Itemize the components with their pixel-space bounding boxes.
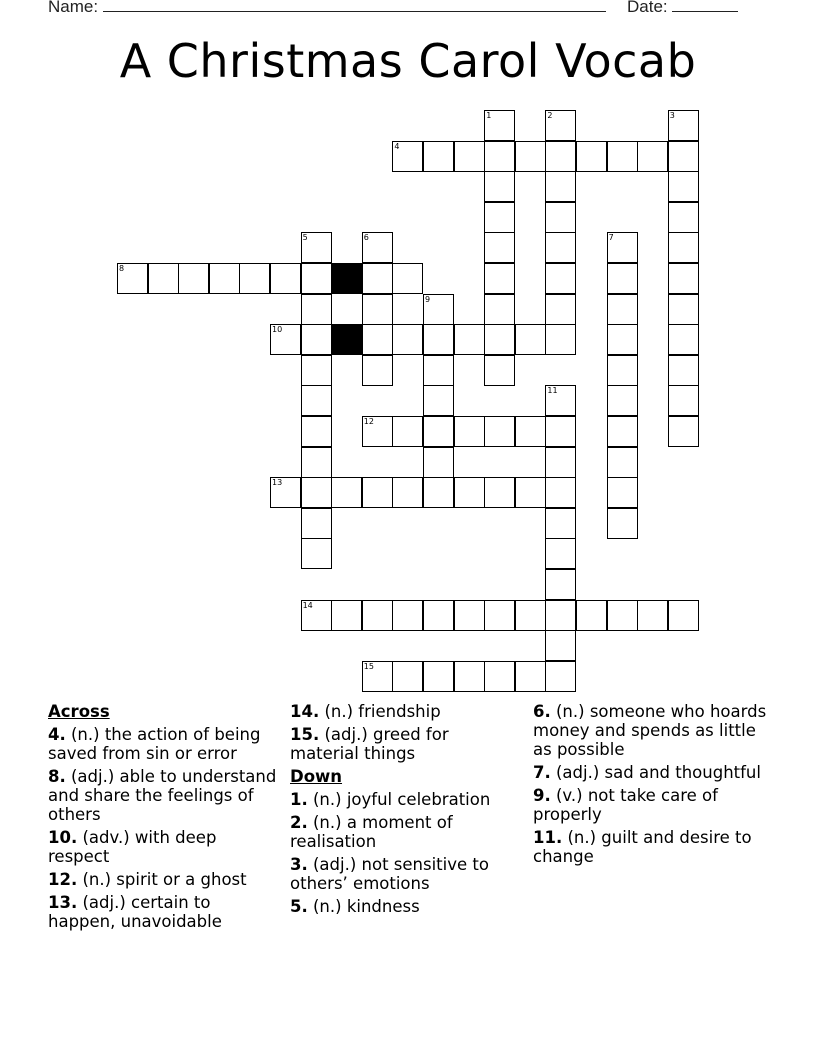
crossword-cell[interactable] xyxy=(484,171,515,202)
clue-across-10 xyxy=(48,828,280,866)
clue-number: 11. xyxy=(533,828,563,847)
crossword-cell[interactable] xyxy=(423,416,454,447)
crossword-cell[interactable] xyxy=(484,202,515,233)
crossword-cell[interactable] xyxy=(607,416,638,447)
clue-number-label: 11 xyxy=(547,386,558,396)
clues-column-2 xyxy=(290,702,520,920)
crossword-cell[interactable] xyxy=(607,447,638,478)
crossword-cell[interactable] xyxy=(668,294,699,325)
crossword-cell[interactable] xyxy=(545,416,576,447)
clue-text: (n.) a moment of realisation xyxy=(290,813,453,851)
clue-text: (adj.) sad and thoughtful xyxy=(556,763,761,782)
crossword-cell[interactable] xyxy=(301,263,332,294)
clue-across-8 xyxy=(48,767,280,824)
crossword-cell[interactable] xyxy=(545,171,576,202)
crossword-cell[interactable] xyxy=(484,263,515,294)
crossword-cell[interactable] xyxy=(362,263,393,294)
crossword-cell[interactable] xyxy=(301,232,332,263)
crossword-cell[interactable] xyxy=(423,355,454,386)
crossword-cell[interactable] xyxy=(607,141,638,172)
clue-number-label: 4 xyxy=(394,141,400,151)
clue-number-label: 8 xyxy=(119,264,125,273)
crossword-cell[interactable] xyxy=(392,661,423,692)
crossword-cell[interactable] xyxy=(454,324,485,355)
clue-text: (n.) guilt and desire to change xyxy=(533,828,752,866)
crossword-cell[interactable] xyxy=(668,232,699,263)
clue-number-label: 15 xyxy=(363,661,374,671)
crossword-cell[interactable] xyxy=(239,263,270,294)
clue-text: (n.) spirit or a ghost xyxy=(82,870,247,889)
crossword-cell[interactable] xyxy=(484,294,515,325)
crossword-cell[interactable] xyxy=(484,477,515,508)
crossword-cell[interactable] xyxy=(607,232,638,263)
crossword-cell[interactable] xyxy=(362,477,393,508)
clue-number: 5. xyxy=(290,897,308,916)
crossword-cell[interactable] xyxy=(301,477,332,508)
crossword-cell[interactable] xyxy=(178,263,209,294)
clue-number: 8. xyxy=(48,767,66,786)
crossword-cell[interactable] xyxy=(301,416,332,447)
crossword-cell[interactable] xyxy=(668,385,699,416)
crossword-cell[interactable] xyxy=(301,294,332,325)
clue-number: 9. xyxy=(533,786,551,805)
crossword-cell[interactable] xyxy=(484,324,515,355)
clues-column-3 xyxy=(533,702,773,870)
crossword-cell[interactable] xyxy=(423,477,454,508)
crossword-cell[interactable] xyxy=(545,477,576,508)
crossword-cell[interactable] xyxy=(392,477,423,508)
clue-text: (n.) joyful celebration xyxy=(313,790,491,809)
crossword-cell[interactable] xyxy=(423,447,454,478)
crossword-cell[interactable] xyxy=(454,416,485,447)
crossword-cell[interactable] xyxy=(331,600,362,631)
crossword-cell[interactable] xyxy=(301,355,332,386)
clue-number-label: 12 xyxy=(363,417,374,426)
clue-across-13 xyxy=(48,893,280,931)
crossword-cell[interactable] xyxy=(301,385,332,416)
crossword-cell[interactable] xyxy=(545,385,576,416)
page-title: A Christmas Carol Vocab xyxy=(119,34,697,88)
crossword-cell[interactable] xyxy=(668,110,699,141)
crossword-cell[interactable] xyxy=(117,263,148,294)
crossword-cell[interactable] xyxy=(362,324,393,355)
crossword-cell[interactable] xyxy=(454,661,485,692)
clue-number: 14. xyxy=(290,702,320,721)
clue-text: (v.) not take care of properly xyxy=(533,786,718,824)
clue-number: 4. xyxy=(48,725,66,744)
crossword-cell[interactable] xyxy=(484,232,515,263)
crossword-cell[interactable] xyxy=(576,141,607,172)
crossword-cell[interactable] xyxy=(423,661,454,692)
clue-text: (n.) the action of being saved from sin or error xyxy=(48,725,261,763)
crossword-cell[interactable] xyxy=(270,477,301,508)
crossword-cell[interactable] xyxy=(607,477,638,508)
clue-down-3 xyxy=(290,855,520,893)
clue-text: (n.) friendship xyxy=(324,702,441,721)
clue-number-label: 6 xyxy=(363,233,369,243)
clue-number: 12. xyxy=(48,870,78,889)
date-label: Date: xyxy=(627,0,668,16)
clue-number: 7. xyxy=(533,763,551,782)
crossword-cell[interactable] xyxy=(484,661,515,692)
crossword-cell[interactable] xyxy=(545,141,576,172)
crossword-cell[interactable] xyxy=(545,538,576,569)
clue-text: (n.) someone who hoards money and spends as little as possible xyxy=(533,702,767,759)
crossword-cell[interactable] xyxy=(668,202,699,233)
clue-number: 15. xyxy=(290,725,320,744)
crossword-cell[interactable] xyxy=(545,263,576,294)
crossword-cell[interactable] xyxy=(668,171,699,202)
crossword-cell[interactable] xyxy=(362,232,393,263)
crossword-cell[interactable] xyxy=(423,141,454,172)
crossword-cell[interactable] xyxy=(301,538,332,569)
crossword-cell[interactable] xyxy=(668,600,699,631)
crossword-block xyxy=(331,324,362,355)
crossword-cell[interactable] xyxy=(270,263,301,294)
clue-number-label: 14 xyxy=(302,600,313,610)
clue-number: 2. xyxy=(290,813,308,832)
clue-down-11 xyxy=(533,828,773,866)
clue-down-9 xyxy=(533,786,773,824)
crossword-cell[interactable] xyxy=(607,508,638,539)
clues-column-1 xyxy=(48,702,280,935)
clue-text: (adj.) not sensitive to others’ emotions xyxy=(290,855,489,893)
across-heading: Across xyxy=(48,702,110,721)
crossword-cell[interactable] xyxy=(515,416,546,447)
crossword-cell[interactable] xyxy=(637,600,668,631)
crossword-cell[interactable] xyxy=(668,324,699,355)
crossword-cell[interactable] xyxy=(301,600,332,631)
crossword-cell[interactable] xyxy=(362,294,393,325)
crossword-cell[interactable] xyxy=(545,294,576,325)
clue-number-label: 7 xyxy=(608,233,614,243)
clue-across-14 xyxy=(290,702,520,721)
crossword-cell[interactable] xyxy=(301,324,332,355)
crossword-cell[interactable] xyxy=(423,324,454,355)
crossword-cell[interactable] xyxy=(423,294,454,325)
clue-number-label: 2 xyxy=(547,111,553,120)
crossword-cell[interactable] xyxy=(392,263,423,294)
crossword-cell[interactable] xyxy=(392,600,423,631)
crossword-cell[interactable] xyxy=(392,141,423,172)
name-label: Name: xyxy=(48,0,99,16)
crossword-cell[interactable] xyxy=(576,600,607,631)
clue-text: (adj.) greed for material things xyxy=(290,725,449,763)
clue-number-label: 5 xyxy=(302,233,308,243)
crossword-cell[interactable] xyxy=(423,600,454,631)
crossword-cell[interactable] xyxy=(607,385,638,416)
clue-down-5 xyxy=(290,897,520,916)
clue-number: 10. xyxy=(48,828,78,847)
crossword-cell[interactable] xyxy=(515,661,546,692)
crossword-cell[interactable] xyxy=(545,447,576,478)
crossword-cell[interactable] xyxy=(331,477,362,508)
clue-number: 1. xyxy=(290,790,308,809)
crossword-cell[interactable] xyxy=(515,141,546,172)
crossword-cell[interactable] xyxy=(454,600,485,631)
clue-text: (adj.) certain to happen, unavoidable xyxy=(48,893,222,931)
crossword-cell[interactable] xyxy=(484,355,515,386)
clue-down-2 xyxy=(290,813,520,851)
crossword-cell[interactable] xyxy=(515,324,546,355)
crossword-cell[interactable] xyxy=(668,416,699,447)
clue-across-12 xyxy=(48,870,280,889)
clue-number: 13. xyxy=(48,893,78,912)
clue-text: (adj.) able to understand and share the feelings of others xyxy=(48,767,277,824)
clue-number-label: 13 xyxy=(272,478,283,488)
crossword-cell[interactable] xyxy=(484,141,515,172)
crossword-cell[interactable] xyxy=(301,508,332,539)
crossword-cell[interactable] xyxy=(607,263,638,294)
crossword-cell[interactable] xyxy=(545,630,576,661)
clue-down-7 xyxy=(533,763,773,782)
crossword-cell[interactable] xyxy=(515,600,546,631)
crossword-cell[interactable] xyxy=(362,416,393,447)
crossword-cell[interactable] xyxy=(423,385,454,416)
crossword-cell[interactable] xyxy=(362,355,393,386)
crossword-cell[interactable] xyxy=(362,661,393,692)
crossword-cell[interactable] xyxy=(301,447,332,478)
crossword-cell[interactable] xyxy=(484,416,515,447)
crossword-block xyxy=(331,263,362,294)
clue-down-6 xyxy=(533,702,773,759)
crossword-cell[interactable] xyxy=(545,600,576,631)
crossword-cell[interactable] xyxy=(392,324,423,355)
crossword-cell[interactable] xyxy=(545,232,576,263)
crossword-cell[interactable] xyxy=(484,600,515,631)
crossword-cell[interactable] xyxy=(454,477,485,508)
crossword-cell[interactable] xyxy=(545,508,576,539)
crossword-cell[interactable] xyxy=(607,355,638,386)
crossword-cell[interactable] xyxy=(362,600,393,631)
crossword-cell[interactable] xyxy=(515,477,546,508)
crossword-cell[interactable] xyxy=(668,263,699,294)
crossword-cell[interactable] xyxy=(545,202,576,233)
clue-number: 3. xyxy=(290,855,308,874)
crossword-cell[interactable] xyxy=(545,110,576,141)
crossword-cell[interactable] xyxy=(668,355,699,386)
down-heading: Down xyxy=(290,767,343,786)
clue-number-label: 3 xyxy=(669,111,675,120)
crossword-cell[interactable] xyxy=(484,110,515,141)
clue-text: (adv.) with deep respect xyxy=(48,828,217,866)
crossword-cell[interactable] xyxy=(392,416,423,447)
crossword-cell[interactable] xyxy=(209,263,240,294)
crossword-cell[interactable] xyxy=(148,263,179,294)
crossword-cell[interactable] xyxy=(607,294,638,325)
crossword-cell[interactable] xyxy=(270,324,301,355)
clue-across-15 xyxy=(290,725,520,763)
crossword-cell[interactable] xyxy=(607,324,638,355)
clue-number: 6. xyxy=(533,702,551,721)
crossword-cell[interactable] xyxy=(637,141,668,172)
crossword-cell[interactable] xyxy=(607,600,638,631)
clue-number-label: 1 xyxy=(486,111,492,120)
clue-number-label: 10 xyxy=(272,325,283,335)
crossword-cell[interactable] xyxy=(454,141,485,172)
clue-text: (n.) kindness xyxy=(313,897,420,916)
crossword-cell[interactable] xyxy=(545,324,576,355)
clue-across-4 xyxy=(48,725,280,763)
crossword-cell[interactable] xyxy=(545,661,576,692)
crossword-cell[interactable] xyxy=(668,141,699,172)
clue-number-label: 9 xyxy=(425,294,431,304)
clue-down-1 xyxy=(290,790,520,809)
crossword-cell[interactable] xyxy=(545,569,576,600)
